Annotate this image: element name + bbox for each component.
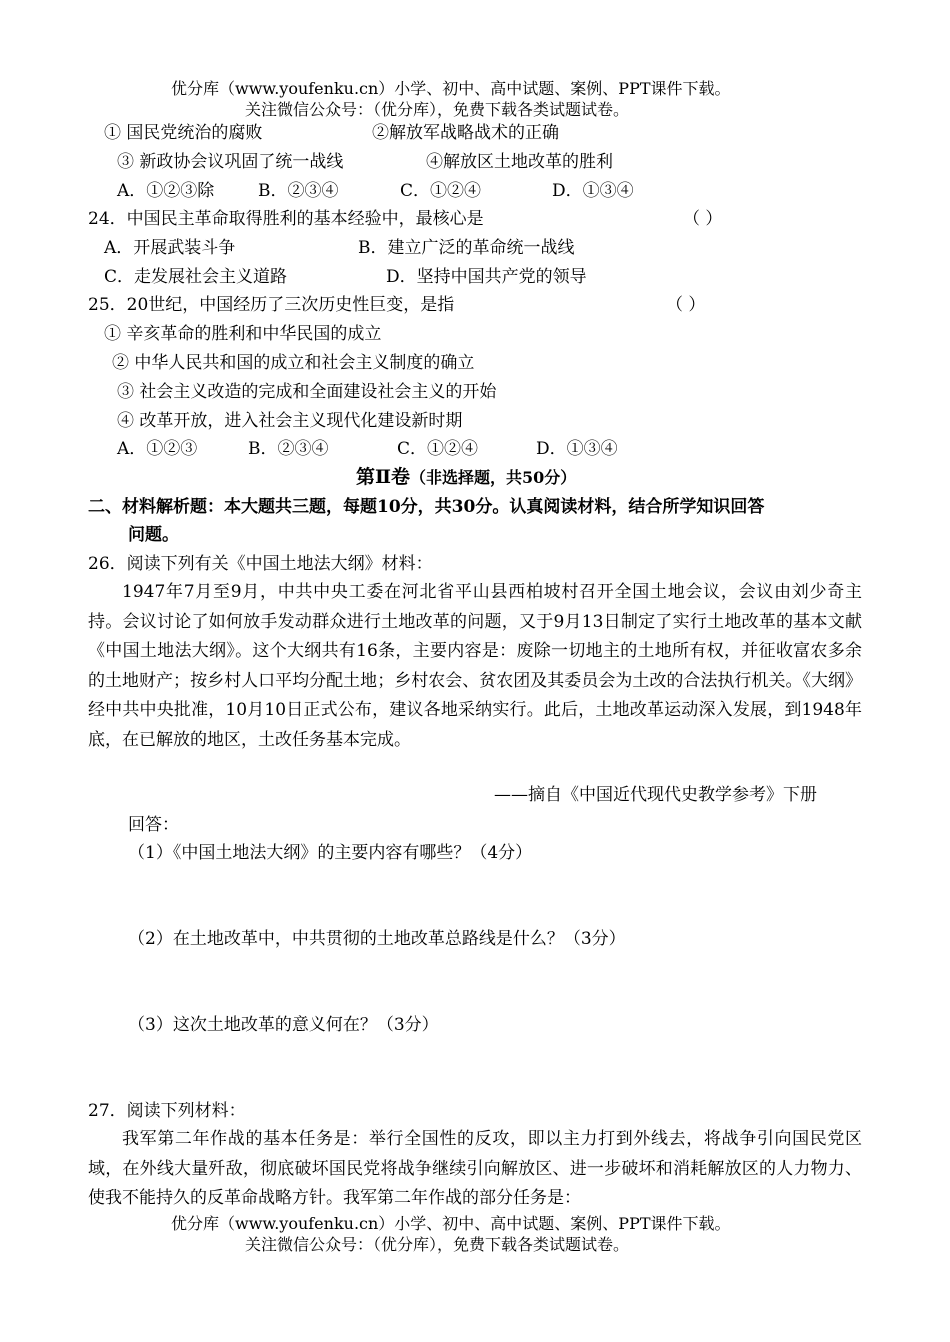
section2-instruction-line-1: 二、材料解析题：本大题共三题，每题10分，共30分。认真阅读材料，结合所学知识回答: [88, 497, 765, 517]
q26-stem: 26．阅读下列有关《中国土地法大纲》材料：: [88, 554, 433, 574]
q23-item-4: ④解放区土地改革的胜利: [426, 152, 613, 172]
q24-option-d: D．坚持中国共产党的领导: [386, 267, 587, 287]
q27-material: 我军第二年作战的基本任务是：举行全国性的反攻，即以主力打到外线去，将战争引向国民党区域，在外线大量歼敌，彻底破坏国民党将战争继续引向解放区、进一步破坏和消耗解放区的人力物力、使我不能持久的反革命战略方针。我军第二年作战的部分任务是：: [88, 1129, 862, 1208]
q26-material: 1947年7月至9月，中共中央工委在河北省平山县西柏坡村召开全国土地会议，会议由刘少奇主持。会议讨论了如何放手发动群众进行土地改革的问题，又于9月13日制定了实行土地改革的基本文献《中国土地法大纲》。这个大纲共有16条，主要内容是：废除一切地主的土地所有权，并征收富农多余的土地财产；按乡村人口平均分配土地；乡村农会、贫农团及其委员会为土改的合法执行机关。《大纲》经中共中央批准，10月10日正式公布，建议各地采纳实行。此后，土地改革运动深入发展，到1948年底，在已解放的地区，土改任务基本完成。: [88, 582, 862, 750]
header-line-2: 关注微信公众号：（优分库），免费下载各类试题试卷。: [245, 100, 630, 119]
q25-answer-bracket: （ ）: [666, 295, 706, 315]
q26-sub-question-3: （3）这次土地改革的意义何在？（3分）: [128, 1015, 439, 1035]
footer-line-2: 关注微信公众号：（优分库），免费下载各类试题试卷。: [245, 1235, 630, 1254]
q25-option-c: C．①②④: [397, 439, 479, 459]
q26-sub-question-1: （1）《中国土地法大纲》的主要内容有哪些？（4分）: [128, 843, 533, 863]
q23-item-2: ②解放军战略战术的正确: [372, 123, 559, 143]
q24-option-a: A．开展武装斗争: [104, 238, 236, 258]
q24-stem: 24．中国民主革命取得胜利的基本经验中，最核心是: [88, 209, 484, 229]
section2-title-main: 第Ⅱ卷: [356, 466, 411, 488]
q23-option-a: A．①②③除: [117, 181, 215, 201]
q24-answer-bracket: （ ）: [683, 209, 723, 229]
q25-stem: 25．20世纪，中国经历了三次历史性巨变，是指: [88, 295, 455, 315]
q23-option-c: C．①②④: [400, 181, 482, 201]
q26-answer-label: 回答：: [128, 815, 179, 835]
section2-title-sub: （非选择题，共50分）: [410, 468, 577, 487]
q27-stem: 27．阅读下列材料：: [88, 1101, 246, 1121]
section2-title: [356, 466, 576, 489]
q25-option-d: D．①③④: [536, 439, 618, 459]
q24-option-b: B．建立广泛的革命统一战线: [358, 238, 575, 258]
q25-item-1: ① 辛亥革命的胜利和中华民国的成立: [104, 324, 382, 344]
header-line-1: 优分库（www.youfenku.cn）小学、初中、高中试题、案例、PPT课件下载。: [171, 79, 731, 98]
footer-line-1: 优分库（www.youfenku.cn）小学、初中、高中试题、案例、PPT课件下载。: [171, 1214, 731, 1233]
q25-item-3: ③ 社会主义改造的完成和全面建设社会主义的开始: [117, 382, 497, 402]
section2-instruction-line-2: 问题。: [128, 525, 179, 545]
q25-option-a: A．①②③: [117, 439, 198, 459]
q23-option-b: B．②③④: [258, 181, 339, 201]
q26-source: ——摘自《中国近代现代史教学参考》下册: [494, 785, 817, 805]
q25-option-b: B．②③④: [248, 439, 329, 459]
q26-sub-question-2: （2）在土地改革中，中共贯彻的土地改革总路线是什么？（3分）: [128, 929, 626, 949]
q24-option-c: C．走发展社会主义道路: [104, 267, 288, 287]
q23-option-d: D．①③④: [552, 181, 634, 201]
q23-item-3: ③ 新政协会议巩固了统一战线: [117, 152, 344, 172]
q23-item-1: ① 国民党统治的腐败: [104, 123, 263, 143]
q25-item-4: ④ 改革开放，进入社会主义现代化建设新时期: [117, 411, 463, 431]
q25-item-2: ② 中华人民共和国的成立和社会主义制度的确立: [112, 353, 475, 373]
